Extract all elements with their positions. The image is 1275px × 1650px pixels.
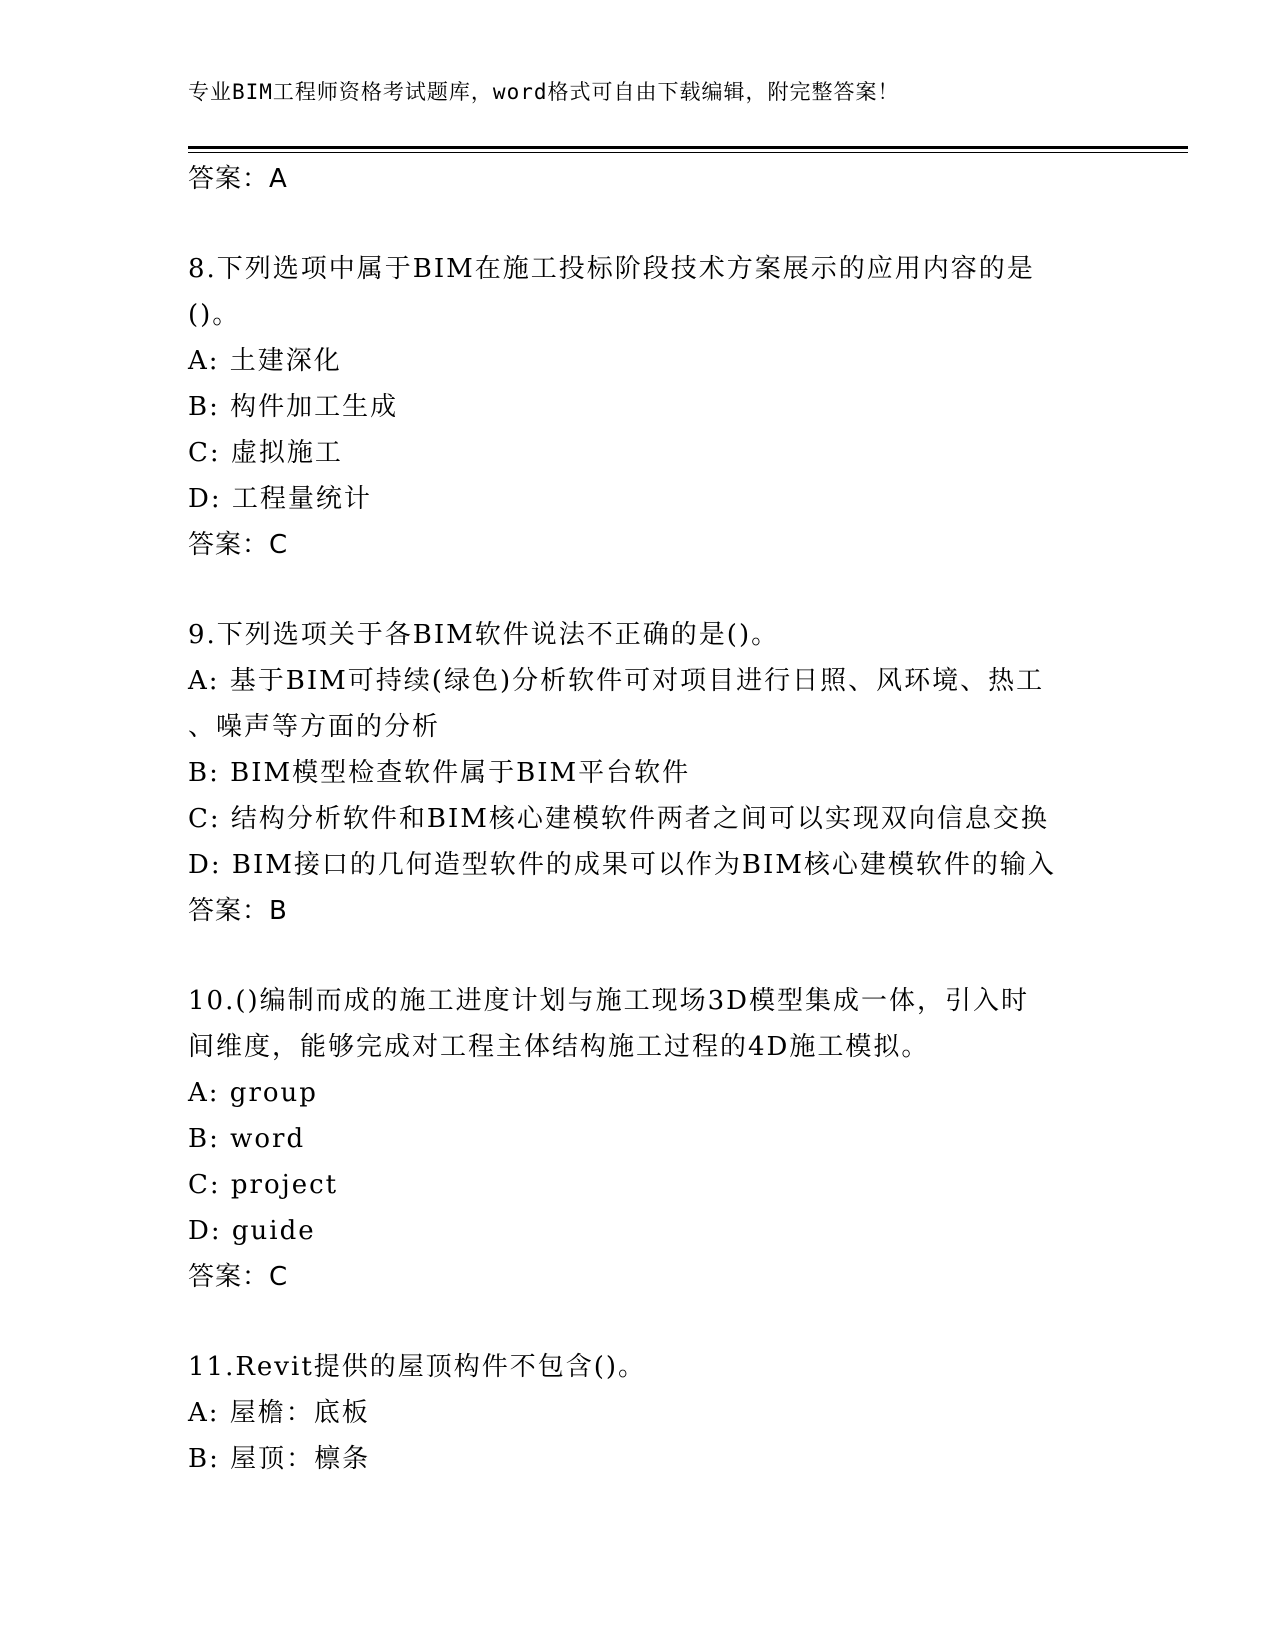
text-line: 10.()编制而成的施工进度计划与施工现场3D模型集成一体，引入时 [188, 986, 1030, 1016]
header-rule-thick [188, 146, 1188, 149]
text-line: A: 基于BIM可持续(绿色)分析软件可对项目进行日照、风环境、热工 [188, 666, 1045, 696]
spacer [188, 568, 1188, 612]
text-line: B: BIM模型检查软件属于BIM平台软件 [188, 758, 691, 788]
text-line: D: guide [188, 1216, 316, 1246]
header-rule-thin [188, 152, 1188, 153]
text-line: A: group [188, 1078, 318, 1108]
answer-line: 答案：C [188, 1262, 289, 1292]
answer-line: 答案：B [188, 896, 288, 926]
spacer [188, 1300, 1188, 1344]
text-line: B: 屋顶：檩条 [188, 1444, 371, 1474]
text-line: 间维度，能够完成对工程主体结构施工过程的4D施工模拟。 [188, 1032, 930, 1062]
text-line: D: 工程量统计 [188, 484, 372, 514]
document-body [188, 156, 1188, 1482]
text-line: C: 结构分析软件和BIM核心建模软件两者之间可以实现双向信息交换 [188, 804, 1049, 834]
answer-line: 答案：C [188, 530, 289, 560]
text-line: ()。 [188, 300, 241, 330]
page-header: 专业BIM工程师资格考试题库，word格式可自由下载编辑，附完整答案！ [188, 80, 900, 104]
text-line: A: 土建深化 [188, 346, 342, 376]
answer-line: 答案：A [188, 164, 288, 194]
text-line: C: 虚拟施工 [188, 438, 343, 468]
text-line: 11.Revit提供的屋顶构件不包含()。 [188, 1352, 647, 1382]
text-line: B: word [188, 1124, 306, 1154]
text-line: 9.下列选项关于各BIM软件说法不正确的是()。 [188, 620, 780, 650]
text-line: 8.下列选项中属于BIM在施工投标阶段技术方案展示的应用内容的是 [188, 254, 1035, 284]
text-line: A: 屋檐：底板 [188, 1398, 370, 1428]
text-line: 、噪声等方面的分析 [188, 712, 441, 742]
spacer [188, 202, 1188, 246]
text-line: B: 构件加工生成 [188, 392, 399, 422]
text-line: C: project [188, 1170, 339, 1200]
spacer [188, 934, 1188, 978]
text-line: D: BIM接口的几何造型软件的成果可以作为BIM核心建模软件的输入 [188, 850, 1056, 880]
